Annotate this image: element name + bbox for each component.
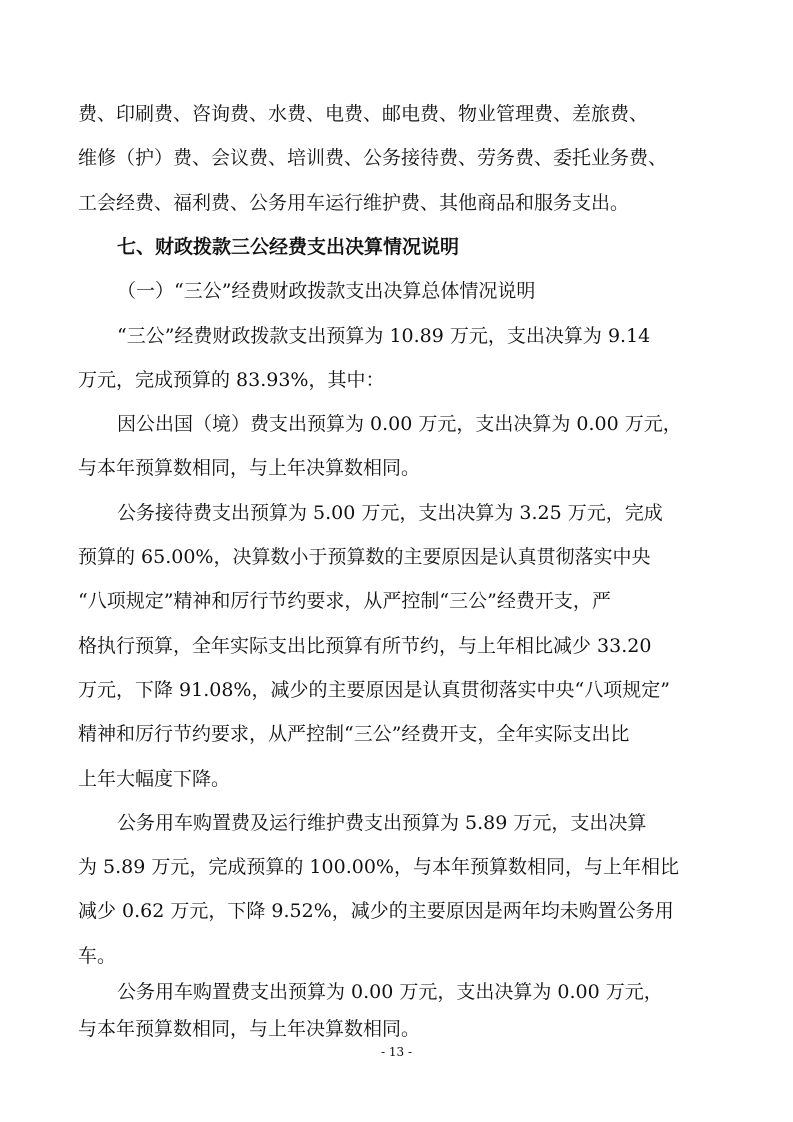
text-line: 公务用车购置费及运行维护费支出预算为 5.89 万元，支出决算 — [117, 811, 647, 834]
text-line: “八项规定”精神和厉行节约要求，从严控制“三公”经费开支，严 — [78, 590, 611, 613]
text-line: 格执行预算，全年实际支出比预算有所节约，与上年相比减少 33.20 — [78, 634, 652, 657]
text-line: 万元，完成预算的 83.93%，其中： — [78, 368, 385, 391]
text-line: 预算的 65.00%，决算数小于预算数的主要原因是认真贯彻落实中央 — [78, 546, 651, 569]
text-line: 维修（护）费、会议费、培训费、公务接待费、劳务费、委托业务费、 — [78, 147, 668, 170]
text-line: 公务接待费支出预算为 5.00 万元，支出决算为 3.25 万元，完成 — [117, 501, 663, 524]
text-line: 与本年预算数相同，与上年决算数相同。 — [78, 457, 421, 480]
text-line: 精神和厉行节约要求，从严控制“三公”经费开支，全年实际支出比 — [78, 723, 630, 746]
section-heading: 七、财政拨款三公经费支出决算情况说明 — [117, 235, 460, 258]
text-line: 公务用车购置费支出预算为 0.00 万元，支出决算为 0.00 万元， — [117, 981, 663, 1004]
page-number: - 13 - — [380, 1045, 412, 1059]
text-line: 上年大幅度下降。 — [78, 767, 231, 790]
text-line: 工会经费、福利费、公务用车运行维护费、其他商品和服务支出。 — [78, 191, 630, 214]
subsection-heading: （一）“三公”经费财政拨款支出决算总体情况说明 — [117, 280, 536, 303]
text-line: 为 5.89 万元，完成预算的 100.00%，与本年预算数相同，与上年相比 — [78, 856, 679, 879]
text-line: 费、印刷费、咨询费、水费、电费、邮电费、物业管理费、差旅费、 — [78, 103, 649, 125]
text-line: 万元，下降 91.08%，减少的主要原因是认真贯彻落实中央“八项规定” — [78, 678, 670, 701]
text-line: 与本年预算数相同，与上年决算数相同。 — [78, 1018, 421, 1040]
text-line: 减少 0.62 万元，下降 9.52%，减少的主要原因是两年均未购置公务用 — [78, 900, 674, 923]
text-line: 因公出国（境）费支出预算为 0.00 万元，支出决算为 0.00 万元， — [117, 413, 682, 436]
text-line: “三公”经费财政拨款支出预算为 10.89 万元，支出决算为 9.14 — [117, 324, 651, 347]
text-line: 车。 — [78, 944, 117, 967]
